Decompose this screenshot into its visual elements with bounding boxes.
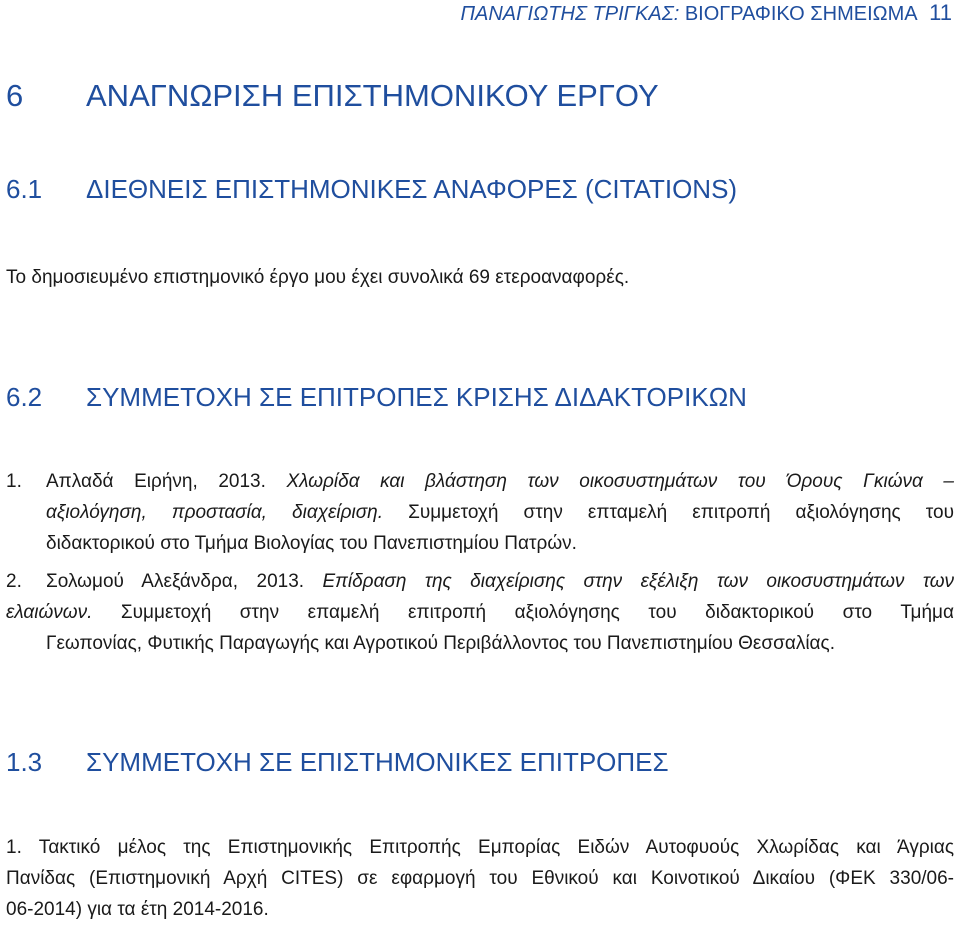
list-item-marker: 1. bbox=[6, 471, 22, 492]
section-1-3-heading bbox=[6, 745, 669, 779]
header-author: ΠΑΝΑΓΙΩΤΗΣ ΤΡΙΓΚΑΣ: bbox=[460, 3, 680, 25]
section-1-3-number: 1.3 bbox=[6, 747, 43, 777]
item-title: Χλωρίδα και βλάστηση των οικοσυστημάτων του Όρους Γκιώνα – bbox=[286, 471, 954, 492]
item-authors: Απλαδά Ειρήνη, 2013. bbox=[46, 471, 287, 492]
section-6-1-heading bbox=[6, 172, 737, 206]
citations-paragraph: Το δημοσιευμένο επιστημονικό έργο μου έχει συνολικά 69 ετεροαναφορές. bbox=[6, 267, 630, 288]
list-item-marker: 1. bbox=[6, 837, 22, 858]
item-authors: Σολωμού Αλεξάνδρα, 2013. bbox=[46, 571, 323, 592]
running-header bbox=[461, 0, 952, 27]
committee-text: Τακτικό μέλος της Επιστημονικής Επιτροπής Εμπορίας Ειδών Αυτοφυούς Χλωρίδας και Άγριας bbox=[38, 837, 954, 858]
list-item-line: διδακτορικού στο Τμήμα Βιολογίας του Πανεπιστημίου Πατρών. bbox=[46, 533, 577, 554]
item-description: Συμμετοχή στην επαμελή επιτροπή αξιολόγησης του διδακτορικού στο Τμήμα bbox=[92, 602, 954, 623]
list-item-line bbox=[6, 597, 954, 628]
list-item-line bbox=[46, 497, 954, 528]
item-description: Συμμετοχή στην επταμελή επιτροπή αξιολόγησης του bbox=[383, 502, 954, 523]
list-item bbox=[6, 466, 954, 559]
section-6-2-number: 6.2 bbox=[6, 382, 43, 412]
list-item bbox=[6, 566, 954, 659]
section-6-1-title: ΔΙΕΘΝΕΙΣ ΕΠΙΣΤΗΜΟΝΙΚΕΣ ΑΝΑΦΟΡΕΣ (CITATIONS) bbox=[86, 174, 738, 204]
item-title-cont: αξιολόγηση, προστασία, διαχείριση. bbox=[46, 502, 383, 523]
item-title: Επίδραση της διαχείρισης στην εξέλιξη των οικοσυστημάτων των bbox=[322, 571, 954, 592]
item-title-cont: ελαιώνων. bbox=[6, 602, 93, 623]
section-6-number: 6 bbox=[6, 78, 24, 113]
section-6-title: ΑΝΑΓΝΩΡΙΣΗ ΕΠΙΣΤΗΜΟΝΙΚΟΥ ΕΡΓΟΥ bbox=[86, 78, 659, 113]
list-item-line: Γεωπονίας, Φυτικής Παραγωγής και Αγροτικού Περιβάλλοντος του Πανεπιστημίου Θεσσαλίας. bbox=[46, 633, 835, 654]
list-item-line bbox=[46, 466, 954, 497]
list-item-line: Πανίδας (Επιστημονική Αρχή CITES) σε εφαρμογή του Εθνικού και Κοινοτικού Δικαίου (ΦΕΚ 330/06- bbox=[6, 868, 954, 889]
section-6-2-heading bbox=[6, 380, 747, 414]
section-1-3-title: ΣΥΜΜΕΤΟΧΗ ΣΕ ΕΠΙΣΤΗΜΟΝΙΚΕΣ ΕΠΙΤΡΟΠΕΣ bbox=[86, 747, 669, 777]
list-item-line bbox=[46, 566, 954, 597]
section-6-heading bbox=[6, 76, 659, 116]
list-item bbox=[6, 832, 954, 925]
page-number: 11 bbox=[929, 0, 952, 25]
section-6-1-number: 6.1 bbox=[6, 174, 43, 204]
section-6-2-title: ΣΥΜΜΕΤΟΧΗ ΣΕ ΕΠΙΤΡΟΠΕΣ ΚΡΙΣΗΣ ΔΙΔΑΚΤΟΡΙΚΩΝ bbox=[86, 382, 747, 412]
list-item-line: 06-2014) για τα έτη 2014-2016. bbox=[6, 899, 269, 920]
list-item-marker: 2. bbox=[6, 571, 22, 592]
header-doc-title: ΒΙΟΓΡΑΦΙΚΟ ΣΗΜΕΙΩΜΑ bbox=[684, 3, 918, 25]
list-item-line bbox=[6, 832, 954, 863]
